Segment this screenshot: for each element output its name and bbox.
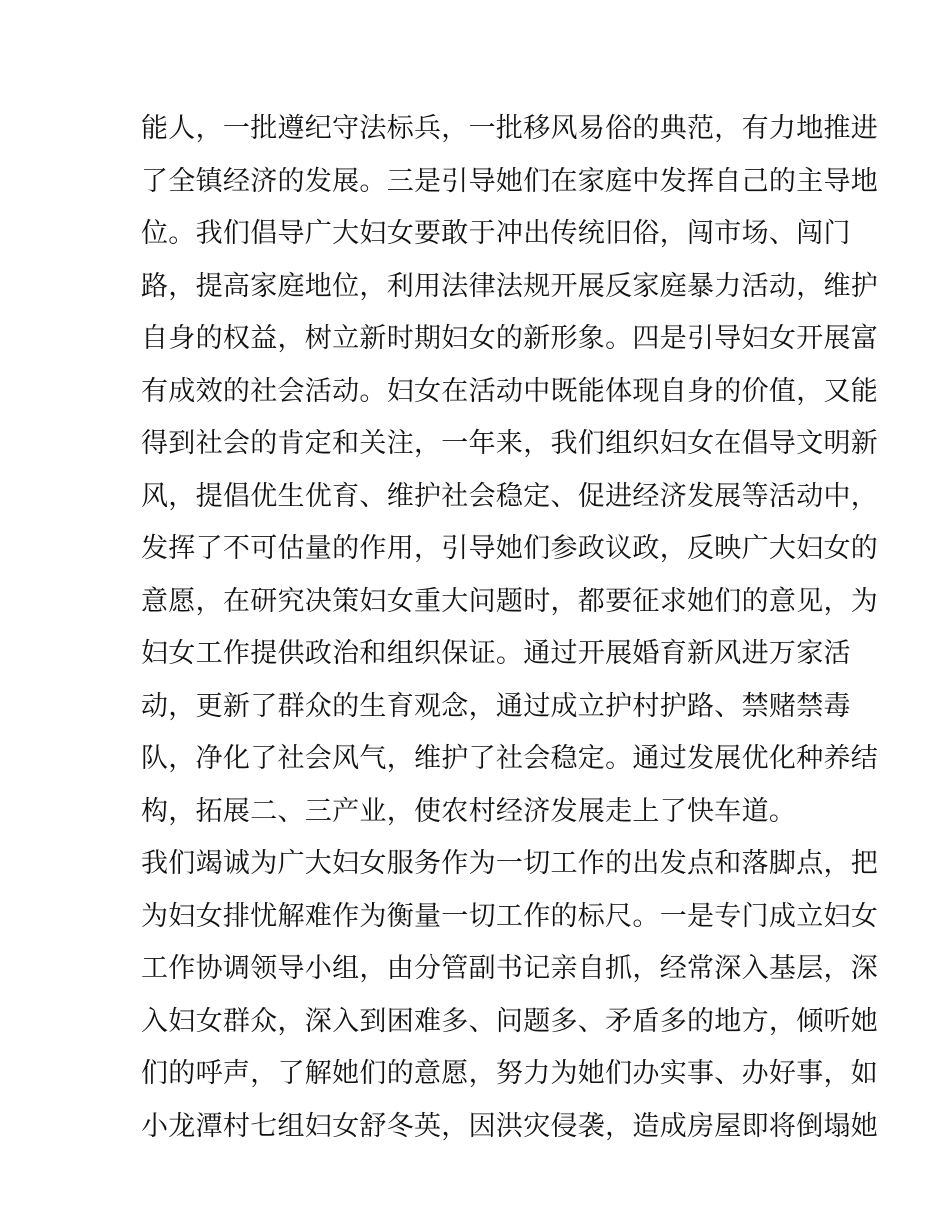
text-line-1: 能人，一批遵纪守法标兵，一批移风易俗的典范，有力地推进 [141, 113, 879, 144]
text-line-13: 队，净化了社会风气，维护了社会稳定。通过发展优化种养结 [141, 743, 879, 774]
text-line-4: 路，提高家庭地位，利用法律法规开展反家庭暴力活动，维护 [141, 270, 879, 302]
text-line-5: 自身的权益，树立新时期妇女的新形象。四是引导妇女开展富 [141, 323, 879, 354]
text-line-10: 意愿，在研究决策妇女重大问题时，都要征求她们的意见，为 [141, 585, 879, 617]
text-line-6: 有成效的社会活动。妇女在活动中既能体现自身的价值，又能 [141, 375, 879, 407]
text-line-20: 小龙潭村七组妇女舒冬英，因洪灾侵袭，造成房屋即将倒塌她 [141, 1110, 879, 1142]
text-line-19: 们的呼声，了解她们的意愿，努力为她们办实事、办好事，如 [141, 1058, 879, 1089]
text-line-15: 我们竭诚为广大妇女服务作为一切工作的出发点和落脚点，把 [141, 848, 879, 879]
text-line-9: 发挥了不可估量的作用，引导她们参政议政，反映广大妇女的 [141, 533, 879, 564]
text-line-17: 工作协调领导小组，由分管副书记亲自抓，经常深入基层，深 [141, 953, 879, 984]
text-line-14: 构，拓展二、三产业，使农村经济发展走上了快车道。 [141, 795, 797, 827]
text-line-3: 位。我们倡导广大妇女要敢于冲出传统旧俗，闯市场、闯门 [141, 218, 851, 249]
text-line-12: 动，更新了群众的生育观念，通过成立护村护路、禁赌禁毒 [141, 690, 851, 722]
text-line-16: 为妇女排忧解难作为衡量一切工作的标尺。一是专门成立妇女 [141, 900, 879, 932]
text-line-11: 妇女工作提供政治和组织保证。通过开展婚育新风进万家活 [141, 638, 851, 669]
text-line-7: 得到社会的肯定和关注，一年来，我们组织妇女在倡导文明新 [141, 428, 879, 459]
text-line-8: 风，提倡优生优育、维护社会稳定、促进经济发展等活动中， [141, 480, 879, 512]
body-text [141, 103, 879, 1153]
text-line-18: 入妇女群众，深入到困难多、问题多、矛盾多的地方，倾听她 [141, 1005, 879, 1037]
text-line-2: 了全镇经济的发展。三是引导她们在家庭中发挥自己的主导地 [141, 165, 879, 197]
